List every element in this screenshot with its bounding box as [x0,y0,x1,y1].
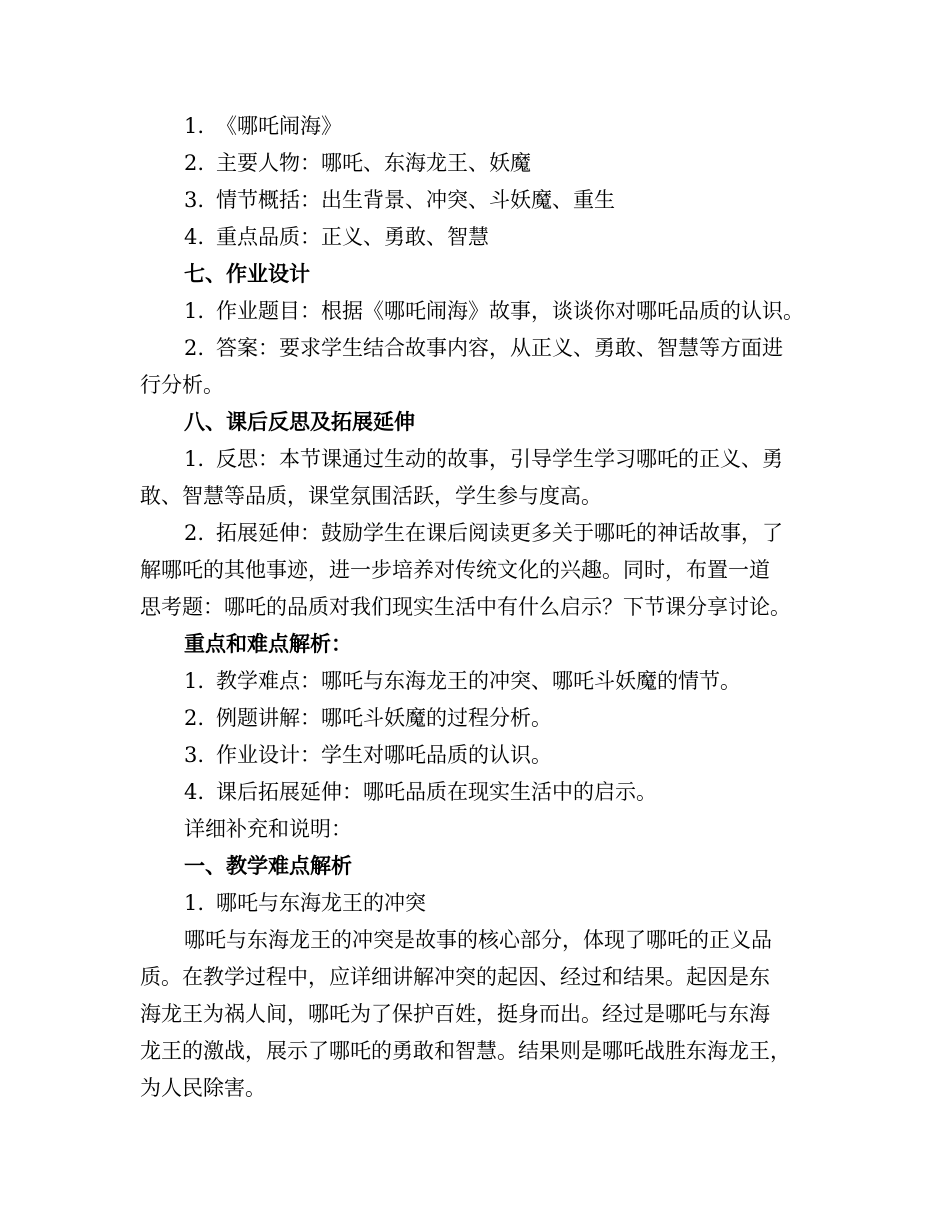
paragraph-continuation: 思考题：哪吒的品质对我们现实生活中有什么启示？下节课分享讨论。 [140,595,791,619]
section-heading: 八、课后反思及拓展延伸 [184,410,415,434]
list-item [140,219,820,256]
list-text: 反思：本节课通过生动的故事，引导学生学习哪吒的正义、勇 [216,447,783,471]
list-text: 作业题目：根据《哪吒闹海》故事，谈谈你对哪吒品质的认识。 [216,299,804,323]
list-item [140,737,820,774]
section-heading: 七、作业设计 [184,262,310,286]
list-text: 教学难点：哪吒与东海龙王的冲突、哪吒斗妖魔的情节。 [216,669,741,693]
list-number: 3. [184,743,205,767]
list-item [140,145,820,182]
list-text: 《哪吒闹海》 [216,114,342,138]
list-text: 哪吒与东海龙王的冲突 [216,891,426,915]
list-item [140,515,820,552]
paragraph-line: 为人民除害。 [140,1076,266,1100]
list-number: 1. [184,891,205,915]
list-number: 2. [184,151,205,175]
section-heading: 一、教学难点解析 [184,854,352,878]
paragraph-continuation: 行分析。 [140,373,224,397]
list-item [140,441,820,478]
list-text: 答案：要求学生结合故事内容，从正义、勇敢、智慧等方面进 [216,336,783,360]
list-text: 课后拓展延伸：哪吒品质在现实生活中的启示。 [216,780,657,804]
paragraph-line: 龙王的激战，展示了哪吒的勇敢和智慧。结果则是哪吒战胜东海龙王， [140,1039,791,1063]
list-text: 拓展延伸：鼓励学生在课后阅读更多关于哪吒的神话故事，了 [216,521,783,545]
paragraph-line: 海龙王为祸人间，哪吒为了保护百姓，挺身而出。经过是哪吒与东海 [140,1002,770,1026]
paragraph-continuation: 敢、智慧等品质，课堂氛围活跃，学生参与度高。 [140,484,602,508]
list-number: 4. [184,780,205,804]
section-heading: 重点和难点解析： [184,632,352,656]
list-number: 2. [184,521,205,545]
list-number: 1. [184,669,205,693]
paragraph-line: 哪吒与东海龙王的冲突是故事的核心部分，体现了哪吒的正义品 [184,928,772,952]
list-item [140,330,820,367]
list-text: 作业设计：学生对哪吒品质的认识。 [216,743,552,767]
list-number: 2. [184,706,205,730]
list-text: 主要人物：哪吒、东海龙王、妖魔 [216,151,531,175]
list-item [140,700,820,737]
list-item [140,663,820,700]
list-item [140,293,820,330]
list-number: 1. [184,299,205,323]
paragraph-line: 质。在教学过程中，应详细讲解冲突的起因、经过和结果。起因是东 [140,965,770,989]
list-number: 4. [184,225,205,249]
list-number: 3. [184,188,205,212]
list-item [140,108,820,145]
paragraph-continuation: 解哪吒的其他事迹，进一步培养对传统文化的兴趣。同时，布置一道 [140,558,770,582]
list-item [140,774,820,811]
list-number: 1. [184,114,205,138]
list-text: 重点品质：正义、勇敢、智慧 [216,225,489,249]
list-text: 情节概括：出生背景、冲突、斗妖魔、重生 [216,188,615,212]
list-item [140,182,820,219]
section-label: 详细补充和说明： [184,817,352,841]
list-text: 例题讲解：哪吒斗妖魔的过程分析。 [216,706,552,730]
list-number: 1. [184,447,205,471]
document-body [140,108,820,1107]
list-item [140,885,820,922]
list-number: 2. [184,336,205,360]
